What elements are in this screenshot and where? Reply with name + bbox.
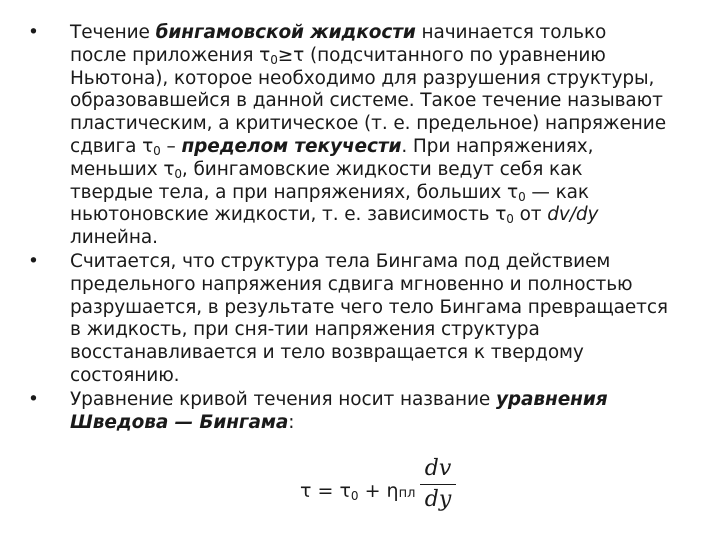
text-run: Течение: [70, 22, 156, 43]
term-yield-point: пределом текучести: [181, 135, 402, 157]
text-run: Считается, что структура тела Бингама под действием предельного напряжения сдвига мгновенно и полностью разрушается, в результате чего тело Бингама превращается в жидкость, при сня-тии напряжения структура восстанавливается и тело возвращается к твердому состоянию.: [70, 250, 668, 386]
bullet-marker: •: [28, 388, 39, 410]
subscript: 0: [350, 489, 359, 503]
text-run: от: [513, 204, 548, 226]
bullet-item-structure-destruction: [28, 251, 668, 388]
term-bingham-fluid: бингамовской жидкости: [155, 22, 416, 43]
text-run: –: [160, 135, 182, 157]
text-run: . При напряжениях, меньших τ: [70, 135, 594, 180]
formula-expression: [300, 480, 415, 502]
subscript: 0: [506, 212, 514, 227]
subscript-pl: пл: [398, 486, 416, 501]
fraction-dv-dy: [418, 456, 458, 513]
subscript: 0: [153, 143, 161, 158]
text-run: начинается только после приложения τ: [70, 22, 607, 66]
shvedov-bingham-formula: [300, 456, 480, 516]
subscript: 0: [518, 189, 526, 204]
bullet-item-bingham-flow: [28, 22, 668, 250]
bullet-marker: •: [28, 250, 39, 272]
text-run: Уравнение кривой течения носит название: [70, 388, 496, 410]
fraction-bar: [420, 484, 456, 485]
fraction-numerator: dv: [424, 456, 452, 481]
subscript: 0: [174, 166, 182, 181]
fraction-denominator: dy: [424, 487, 452, 512]
formula-lhs: τ = τ: [300, 480, 351, 502]
bullet-item-flow-equation: [28, 389, 668, 435]
term-shvedov-bingham-equation: уравнения Шведова — Бингама: [70, 388, 608, 433]
slide-body: [28, 22, 668, 435]
term-derivative: dv/dy: [547, 204, 599, 226]
text-run: линейна.: [70, 227, 158, 249]
text-run: — как ньютоновские жидкости, т. е. зависимость τ: [70, 181, 589, 226]
text-run: :: [288, 411, 295, 433]
bullet-marker: •: [28, 22, 39, 43]
text-run: , бингамовские жидкости ведут себя как твердые тела, а при напряжениях, больших τ: [70, 158, 583, 203]
subscript: 0: [270, 52, 278, 67]
formula-plus-eta: + η: [358, 480, 399, 502]
text-run: ≥τ (подсчитанного по уравнению Ньютона), которое необходимо для разрушения структуры, образовавшейся в данной системе. Такое течение называют пластическим, а критическое (т. е. предельное) напряжение сдвига τ: [70, 44, 666, 157]
